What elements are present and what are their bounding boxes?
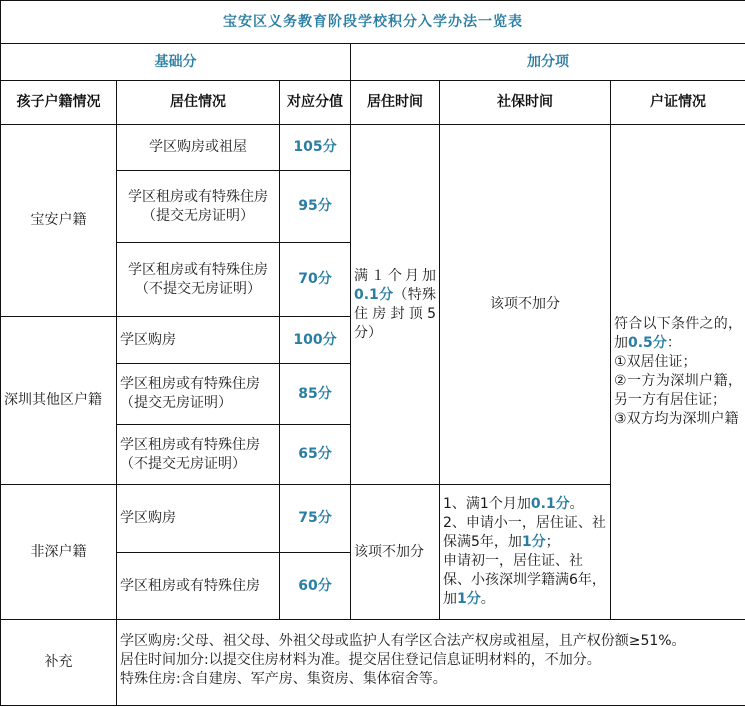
hukou-cert-item-3: ③双方均为深圳户籍 [614,411,739,427]
social-rule-2-text: 2、申请小一，居住证、社保满5年，加 [443,515,606,550]
score-cell: 65分 [280,425,351,485]
hukou-cert-colon: ： [666,335,681,351]
residence-cell [117,317,280,364]
residence-text: 学区租房或有特殊住房 [120,577,260,594]
social-rule-3-end: 。 [480,591,495,607]
supplement-line-3: 特殊住房:含自建房、军产房、集资房、集体宿舍等。 [120,671,447,687]
residence-note: （不提交无房证明） [135,280,261,297]
residence-cell [117,125,280,171]
residence-cell [117,171,280,243]
residence-text: 学区购房 [120,331,176,348]
table-row [1,125,745,171]
residence-time-cap-text: （特殊住房封顶5分） [354,286,436,341]
section-base-score: 基础分 [1,44,351,81]
social-time-rule-2 [443,514,610,552]
residence-text: 学区购房 [120,510,176,526]
social-rule-1-text: 1、满1个月加 [443,496,531,512]
hukou-cert-item-1: ①双居住证； [614,354,697,370]
social-time-non-sz-cell [440,485,611,620]
supplement-notes [117,620,745,706]
residence-cell [117,485,280,553]
residence-note: （不提交无房证明） [120,455,246,472]
residence-cell [117,364,280,425]
section-bonus: 加分项 [351,44,745,81]
col-header-score: 对应分值 [280,81,351,125]
score-cell: 100分 [280,317,351,364]
residence-note: （提交无房证明） [142,207,254,224]
supplement-line-2: 居住时间加分:以提交住房材料为准。提交居住登记信息证明材料的，不加分。 [120,652,601,668]
group-label-non-shenzhen: 非深户籍 [1,485,117,620]
residence-time-points: 0.1分 [354,286,394,303]
group-label-shenzhen-other: 深圳其他区户籍 [1,317,117,485]
social-time-rule-3 [443,552,610,609]
supplement-label: 补充 [1,620,117,706]
social-rule-2-points: 1分 [521,534,546,550]
score-cell: 60分 [280,553,351,620]
residence-note: （提交无房证明） [120,395,232,411]
col-header-social-time: 社保时间 [440,81,611,125]
supplement-row [1,620,745,706]
residence-cell [117,553,280,620]
residence-text: 学区租房或有特殊住房 [128,261,268,278]
social-rule-1-end: 。 [569,496,584,512]
table-title: 宝安区义务教育阶段学校积分入学办法一览表 [1,1,745,44]
residence-text: 学区租房或有特殊住房 [128,188,268,205]
hukou-cert-intro [614,315,742,353]
hukou-cert-cell [611,125,745,620]
social-time-sz-cell: 该项不加分 [440,125,611,485]
score-cell: 75分 [280,485,351,553]
col-header-child-hukou: 孩子户籍情况 [1,81,117,125]
residence-text: 学区租房或有特殊住房 [120,376,260,392]
score-cell: 95分 [280,171,351,243]
residence-time-text: 满１个月加 [354,267,436,284]
hukou-cert-intro-text: 符合以下条件之的，加 [614,316,743,351]
col-header-residence: 居住情况 [117,81,280,125]
social-rule-3-points: 1分 [457,591,481,607]
social-time-rule-1 [443,495,610,514]
score-cell: 105分 [280,125,351,171]
residence-text: 学区租房或有特殊住房 [120,436,260,453]
residence-text: 学区购房或祖屋 [149,139,247,155]
group-label-baoan: 宝安户籍 [1,125,117,317]
residence-cell [117,425,280,485]
residence-cell [117,243,280,317]
social-rule-3-text: 申请初一，居住证、社保、小孩深圳学籍满6年，加 [443,553,606,607]
residence-time-sz-cell [351,125,440,485]
col-header-hukou-cert: 户证情况 [611,81,745,125]
score-cell: 70分 [280,243,351,317]
col-header-residence-time: 居住时间 [351,81,440,125]
supplement-line-1: 学区购房:父母、祖父母、外祖父母或监护人有学区合法产权房或祖屋，且产权份额≥51%。 [120,633,686,649]
hukou-cert-points: 0.5分 [628,335,667,351]
score-cell: 85分 [280,364,351,425]
hukou-cert-item-2: ②一方为深圳户籍，另一方有居住证； [614,373,743,408]
residence-time-non-sz-cell: 该项不加分 [351,485,440,620]
social-rule-1-points: 0.1分 [530,496,570,512]
social-rule-2-end: ； [545,534,560,550]
